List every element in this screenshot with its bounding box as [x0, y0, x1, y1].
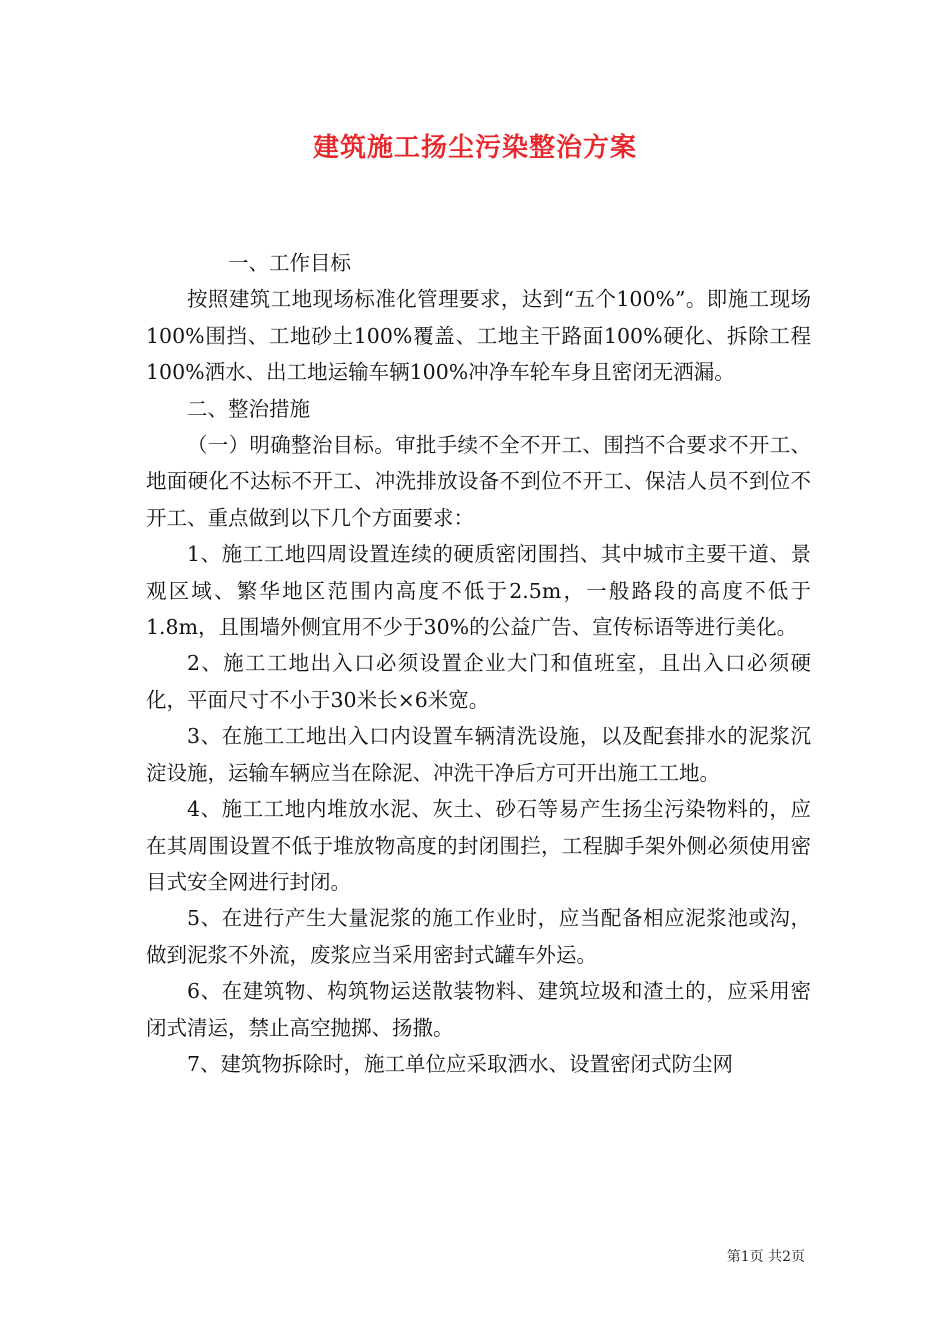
paragraph-measures-intro: （一）明确整治目标。审批手续不全不开工、围挡不合要求不开工、地面硬化不达标不开工、冲洗排放设备不到位不开工、保洁人员不到位不开工、重点做到以下几个方面要求：: [146, 433, 811, 530]
section-heading-measures: 二、整治措施: [187, 396, 310, 421]
paragraph-item-1: 1、施工工地四周设置连续的硬质密闭围挡、其中城市主要干道、景观区域、繁华地区范围内高度不低于2.5m，一般路段的高度不低于1.8m，且围墙外侧宜用不少于30%的公益广告、宣传标语等进行美化。: [146, 542, 811, 640]
section-heading-goals: 一、工作目标: [228, 251, 351, 275]
document-body: [146, 245, 811, 1082]
paragraph-item-3: 3、在施工工地出入口内设置车辆清洗设施，以及配套排水的泥浆沉淀设施，运输车辆应当在除泥、冲洗干净后方可开出施工工地。: [146, 724, 811, 785]
paragraph-item-5: 5、在进行产生大量泥浆的施工作业时，应当配备相应泥浆池或沟，做到泥浆不外流，废浆应当采用密封式罐车外运。: [146, 906, 811, 967]
paragraph-item-6: 6、在建筑物、构筑物运送散装物料、建筑垃圾和渣土的，应采用密闭式清运，禁止高空抛掷、扬撒。: [146, 979, 811, 1040]
paragraph-item-2: 2、施工工地出入口必须设置企业大门和值班室，且出入口必须硬化，平面尺寸不小于30米长×6米宽。: [146, 651, 811, 712]
paragraph-item-7: 7、建筑物拆除时，施工单位应采取洒水、设置密闭式防尘网: [187, 1051, 734, 1076]
paragraph-goals: 按照建筑工地现场标准化管理要求，达到“五个100%”。即施工现场100%围挡、工地砂土100%覆盖、工地主干路面100%硬化、拆除工程100%洒水、出工地运输车辆100%冲净车轮车身且密闭无洒漏。: [146, 287, 811, 385]
paragraph-item-4: 4、施工工地内堆放水泥、灰土、砂石等易产生扬尘污染物料的，应在其周围设置不低于堆放物高度的封闭围拦，工程脚手架外侧必须使用密目式安全网进行封闭。: [146, 797, 811, 894]
document-title: 建筑施工扬尘污染整治方案: [312, 133, 637, 163]
page-number: 第1页 共2页: [726, 1249, 805, 1265]
